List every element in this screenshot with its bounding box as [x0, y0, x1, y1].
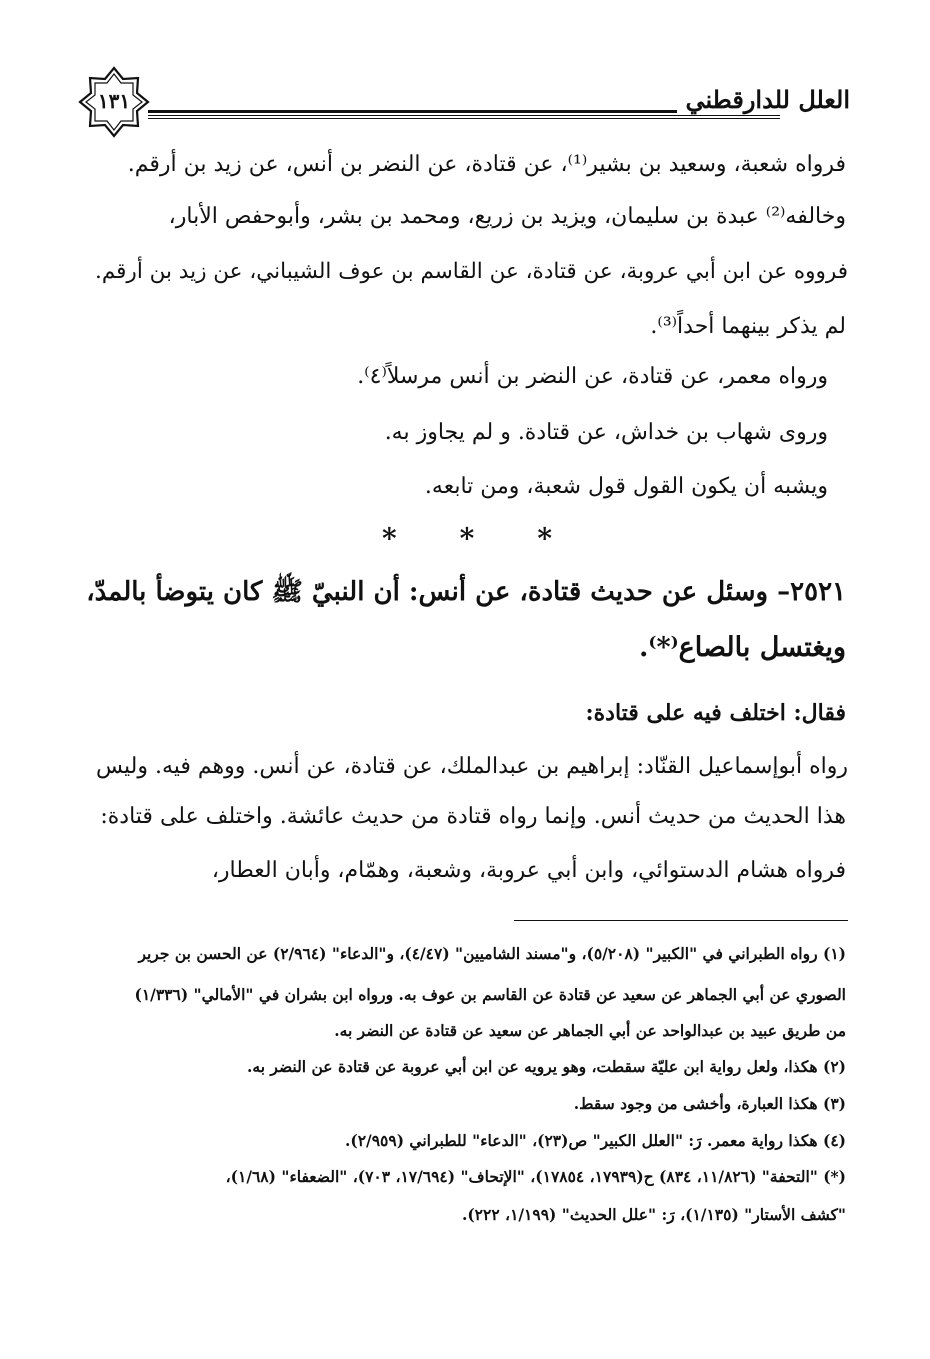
paragraph-line: ورواه معمر، عن قتادة، عن النضر بن أنس مرسلاً⁽٤⁾.: [357, 364, 828, 389]
question-heading: ٢٥٢١– وسئل عن حديث قتادة، عن أنس: أن النبيّ ﷺ كان يتوضأ بالمدّ،: [86, 577, 846, 607]
footnote-4: (٤) هكذا رواية معمر. رَ: "العلل الكبير" ص(٢٣)، "الدعاء" للطبراني (٢/٩٥٩).: [345, 1131, 846, 1150]
question-heading-continued: ويغتسل بالصاع⁽*⁾.: [639, 632, 846, 663]
paragraph-line: ويشبه أن يكون القول قول شعبة، ومن تابعه.: [424, 474, 828, 499]
header-rule-thin: [148, 115, 780, 116]
answer-line: رواه أبوإسماعيل القنّاد: إبراهيم بن عبدالملك، عن قتادة، عن أنس. ووهم فيه. وليس: [95, 754, 848, 779]
page-header: [78, 66, 850, 126]
section-separator: [382, 522, 552, 555]
paragraph-line: وخالفه⁽²⁾ عبدة بن سليمان، ويزيد بن زريع، ومحمد بن بشر، وأبوحفص الأبار،: [168, 204, 846, 229]
answer-intro: فقال: اختلف فيه على قتادة:: [585, 700, 846, 726]
footnote-1: (١) رواه الطبراني في "الكبير" (٥/٢٠٨)، و"مسند الشاميين" (٤/٤٧)، و"الدعاء" (٢/٩٦٤) عن الحسن بن جرير: [138, 944, 846, 963]
footnote-separator: [514, 920, 848, 921]
page-number-star-badge: [78, 66, 150, 138]
answer-line: فرواه هشام الدستوائي، وابن أبي عروبة، وشعبة، وهمّام، وأبان العطار،: [211, 858, 846, 883]
answer-line: هذا الحديث من حديث أنس. وإنما رواه قتادة من حديث عائشة. واختلف على قتادة:: [100, 804, 846, 829]
paragraph-line: لم يذكر بينهما أحداً⁽³⁾.: [650, 314, 846, 339]
footnote-1-continued: من طريق عبيد بن عبدالواحد عن أبي الجماهر عن سعيد عن قتادة عن النضر به.: [334, 1021, 846, 1040]
separator-star: *: [537, 522, 552, 555]
book-title: العلل للدارقطني: [677, 86, 850, 114]
footnote-2: (٢) هكذا، ولعل رواية ابن عليّة سقطت، وهو يرويه عن ابن أبي عروبة عن قتادة عن النضر به.: [246, 1057, 846, 1076]
footnote-star-continued: "كشف الأستار" (١/١٣٥)، رَ: "علل الحديث" (١/١٩٩، ٢٢٢).: [461, 1205, 846, 1224]
page-number: ١٣١: [97, 89, 131, 113]
paragraph-line: وروى شهاب بن خداش، عن قتادة. و لم يجاوز به.: [384, 420, 828, 445]
paragraph-line: فرواه شعبة، وسعيد بن بشير⁽¹⁾، عن قتادة، عن النضر بن أنس، عن زيد بن أرقم.: [127, 152, 846, 177]
separator-star: *: [382, 522, 397, 555]
footnote-1-continued: الصوري عن أبي الجماهر عن سعيد عن قتادة عن القاسم بن عوف به. ورواه ابن بشران في "الأمالي" (١/٣٣٦): [134, 985, 846, 1004]
paragraph-line: فرووه عن ابن أبي عروبة، عن قتادة، عن القاسم بن عوف الشيباني، عن زيد بن أرقم.: [95, 259, 848, 284]
header-rule-thin: [148, 118, 780, 119]
separator-star: *: [459, 522, 475, 555]
footnote-star: (*) "التحفة" (١١/٨٢٦، ٨٣٤) ح(١٧٩٣٩، ١٧٨٥٤)، "الإتحاف" (١٧/٦٩٤، ٧٠٣)، "الضعفاء" (١/٦٨)،: [225, 1167, 846, 1186]
footnote-3: (٣) هكذا العبارة، وأخشى من وجود سقط.: [573, 1094, 846, 1113]
